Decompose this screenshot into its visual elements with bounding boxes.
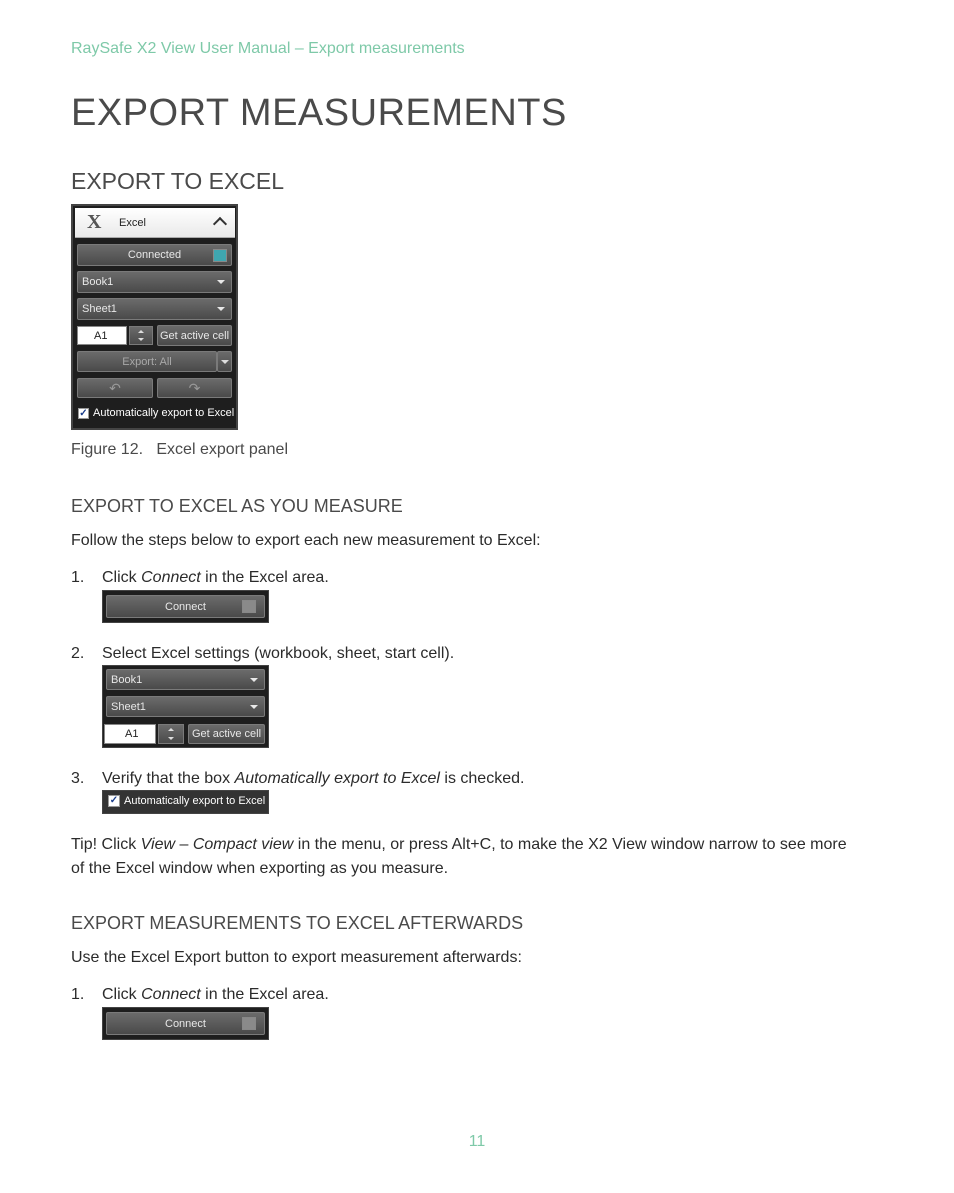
- panel-title-bar[interactable]: [75, 208, 235, 238]
- section3-intro: Use the Excel Export button to export measurement afterwards:: [71, 949, 522, 966]
- step-number: 1.: [71, 986, 85, 1003]
- page-title: EXPORT MEASUREMENTS: [71, 92, 567, 134]
- export-all-button[interactable]: [77, 351, 217, 372]
- excel-settings-screenshot: [102, 665, 269, 748]
- step3-em: Automatically export to Excel: [234, 770, 440, 787]
- connect-button[interactable]: [106, 1012, 265, 1035]
- section-heading-export-as-you-measure: EXPORT TO EXCEL AS YOU MEASURE: [71, 496, 403, 516]
- chevron-down-icon: [217, 280, 225, 284]
- chevron-down-icon: [250, 678, 258, 682]
- start-cell-input[interactable]: A1: [77, 326, 127, 345]
- connected-button[interactable]: [77, 244, 232, 266]
- sheet-dropdown[interactable]: [106, 696, 265, 717]
- workbook-dropdown[interactable]: [77, 271, 232, 293]
- connected-label: Connected: [127, 249, 182, 261]
- redo-button[interactable]: [157, 378, 232, 398]
- sheet-value: Sheet1: [111, 700, 146, 713]
- export-options-dropdown[interactable]: [217, 351, 232, 372]
- tip-em-compact: Compact view: [192, 836, 294, 853]
- section-heading-export-afterwards: EXPORT MEASUREMENTS TO EXCEL AFTERWARDS: [71, 913, 524, 933]
- step1-pre: Click: [102, 569, 142, 586]
- get-active-cell-button[interactable]: Get active cell: [188, 724, 265, 744]
- connection-indicator: [242, 1017, 256, 1030]
- step1-text: [102, 986, 329, 1004]
- checkmark-icon: ✓: [109, 795, 119, 806]
- chevron-down-icon: [217, 307, 225, 311]
- section2-intro: Follow the steps below to export each new measurement to Excel:: [71, 532, 541, 549]
- excel-logo-icon: X: [87, 211, 102, 233]
- step3-text: [102, 770, 524, 788]
- step2-text: Select Excel settings (workbook, sheet, start cell).: [102, 645, 455, 662]
- start-cell-input[interactable]: A1: [104, 724, 156, 744]
- connect-button-screenshot: [102, 590, 269, 623]
- panel-title: Excel: [119, 217, 146, 229]
- connect-button-screenshot: [102, 1007, 269, 1040]
- chevron-down-icon: [250, 705, 258, 709]
- connect-button[interactable]: [106, 595, 265, 618]
- tip-dash: –: [175, 836, 193, 853]
- step3-post: is checked.: [439, 770, 525, 787]
- step1-em: Connect: [141, 986, 201, 1003]
- spin-down-icon[interactable]: [168, 737, 174, 740]
- cell-spinner[interactable]: [129, 326, 153, 345]
- excel-export-panel: [71, 204, 238, 430]
- step1-text: [102, 569, 329, 587]
- tip-pre: Tip! Click: [71, 836, 141, 853]
- sheet-value: Sheet1: [82, 303, 117, 315]
- page-number: 11: [468, 1133, 486, 1150]
- workbook-value: Book1: [82, 276, 114, 288]
- auto-export-screenshot: [102, 790, 269, 814]
- redo-icon: ↷: [188, 379, 201, 396]
- cell-spinner[interactable]: [158, 724, 184, 744]
- chevron-up-icon[interactable]: [213, 217, 227, 231]
- step1-pre: Click: [102, 986, 142, 1003]
- step-number: 3.: [71, 770, 85, 787]
- step3-pre: Verify that the box: [102, 770, 235, 787]
- step1-em: Connect: [141, 569, 201, 586]
- export-all-label: Export: All: [122, 355, 172, 368]
- undo-button[interactable]: [77, 378, 153, 398]
- undo-icon: ↶: [109, 379, 121, 396]
- auto-export-checkbox[interactable]: [108, 795, 265, 807]
- connect-label: Connect: [165, 1017, 206, 1030]
- tip-paragraph: [71, 833, 891, 881]
- auto-export-label: Automatically export to Excel: [124, 795, 266, 807]
- tip-em-view: View: [140, 836, 176, 853]
- get-active-cell-button[interactable]: Get active cell: [157, 325, 232, 346]
- workbook-value: Book1: [111, 673, 143, 686]
- auto-export-checkbox[interactable]: [78, 407, 234, 419]
- spin-up-icon[interactable]: [138, 330, 144, 333]
- spin-down-icon[interactable]: [138, 338, 144, 341]
- running-header: RaySafe X2 View User Manual – Export measurements: [71, 40, 465, 57]
- workbook-dropdown[interactable]: [106, 669, 265, 690]
- section-heading-export-to-excel: EXPORT TO EXCEL: [71, 168, 285, 194]
- step-number: 1.: [71, 569, 85, 586]
- checkmark-icon: ✓: [79, 407, 88, 419]
- connect-label: Connect: [165, 600, 206, 613]
- step1-post: in the Excel area.: [200, 986, 329, 1003]
- tip-line-2: of the Excel window when exporting as you measure.: [71, 860, 449, 877]
- figure-caption: Figure 12. Excel export panel: [71, 441, 289, 458]
- connection-indicator: [213, 249, 227, 262]
- chevron-down-icon: [221, 360, 229, 364]
- step1-post: in the Excel area.: [200, 569, 329, 586]
- connection-indicator: [242, 600, 256, 613]
- auto-export-label: Automatically export to Excel: [93, 407, 235, 419]
- spin-up-icon[interactable]: [168, 728, 174, 731]
- tip-line1-post: in the menu, or press Alt+C, to make the X2 View window narrow to see more: [293, 836, 847, 853]
- sheet-dropdown[interactable]: [77, 298, 232, 320]
- step-number: 2.: [71, 645, 85, 662]
- tip-line-1: [71, 833, 891, 857]
